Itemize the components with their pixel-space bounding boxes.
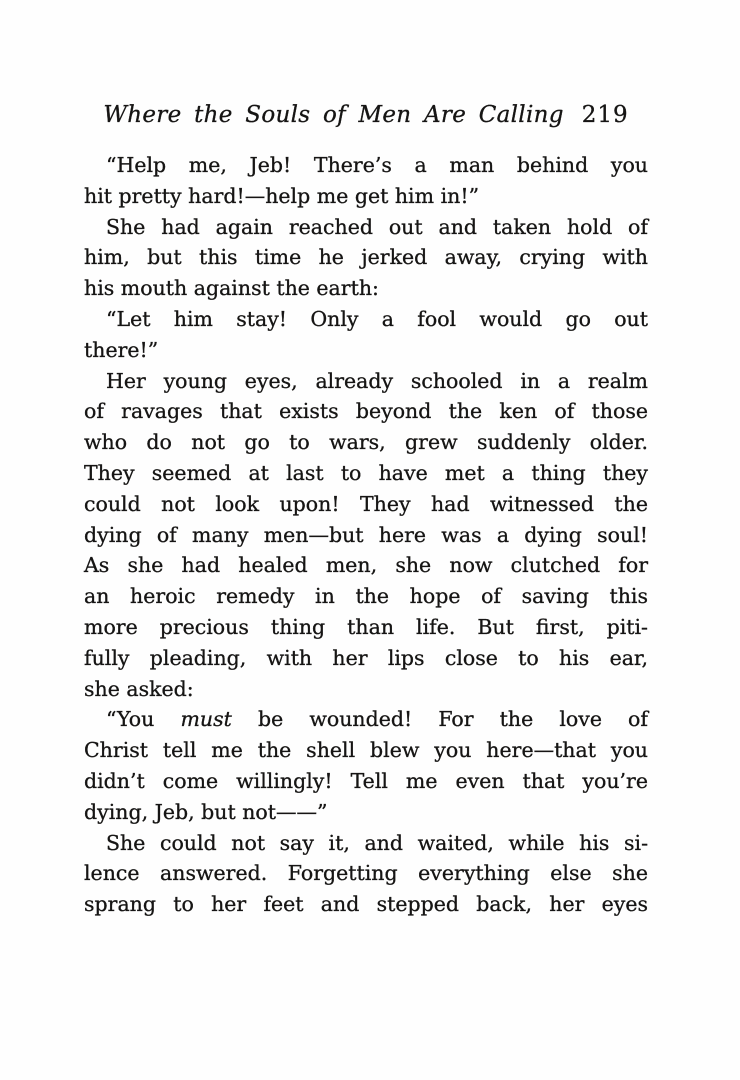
running-head-title: Where the Souls of Men Are Calling: [103, 102, 564, 128]
text-line: dying of many men—but here was a dying soul!: [84, 522, 648, 547]
text-line: fully pleading, with her lips close to his ear,: [84, 645, 648, 670]
text-line: She had again reached out and taken hold of: [106, 214, 648, 239]
paragraph: [84, 366, 648, 705]
body-text: [84, 150, 648, 920]
text-line: didn’t come willingly! Tell me even that you’re: [84, 768, 648, 793]
text-line: Christ tell me the shell blew you here—that you: [84, 738, 648, 763]
text-line: she asked:: [84, 676, 194, 701]
paragraph: [84, 150, 648, 212]
text-line: “Help me, Jeb! There’s a man behind you: [106, 153, 648, 177]
text-line: there!”: [84, 337, 159, 362]
running-head: [84, 100, 648, 130]
text-line: who do not go to wars, grew suddenly older.: [84, 430, 648, 455]
text-line: dying, Jeb, but not——”: [84, 799, 328, 824]
text-line: They seemed at last to have met a thing they: [84, 460, 648, 485]
text-line: “You must be wounded! For the love of: [106, 707, 648, 732]
text-line: sprang to her feet and stepped back, her eyes: [84, 892, 648, 917]
page-number: 219: [581, 102, 629, 128]
paragraph: [84, 704, 648, 827]
text-line: an heroic remedy in the hope of saving this: [84, 584, 648, 609]
paragraph: [84, 304, 648, 366]
text-line: “Let him stay! Only a fool would go out: [106, 306, 648, 331]
text-line: lence answered. Forgetting everything else she: [84, 861, 648, 886]
text-line: more precious thing than life. But first, piti-: [84, 614, 648, 639]
text-line: hit pretty hard!—help me get him in!”: [84, 183, 480, 208]
text-line: Her young eyes, already schooled in a realm: [106, 368, 648, 393]
paragraph: [84, 828, 648, 920]
text-line: could not look upon! They had witnessed the: [84, 491, 648, 516]
text-line: As she had healed men, she now clutched for: [84, 553, 648, 578]
text-line: him, but this time he jerked away, crying with: [84, 245, 648, 270]
paragraph: [84, 212, 648, 304]
text-line: of ravages that exists beyond the ken of those: [84, 399, 648, 424]
text-line: She could not say it, and waited, while his si-: [106, 830, 648, 855]
text-line: his mouth against the earth:: [84, 276, 379, 301]
